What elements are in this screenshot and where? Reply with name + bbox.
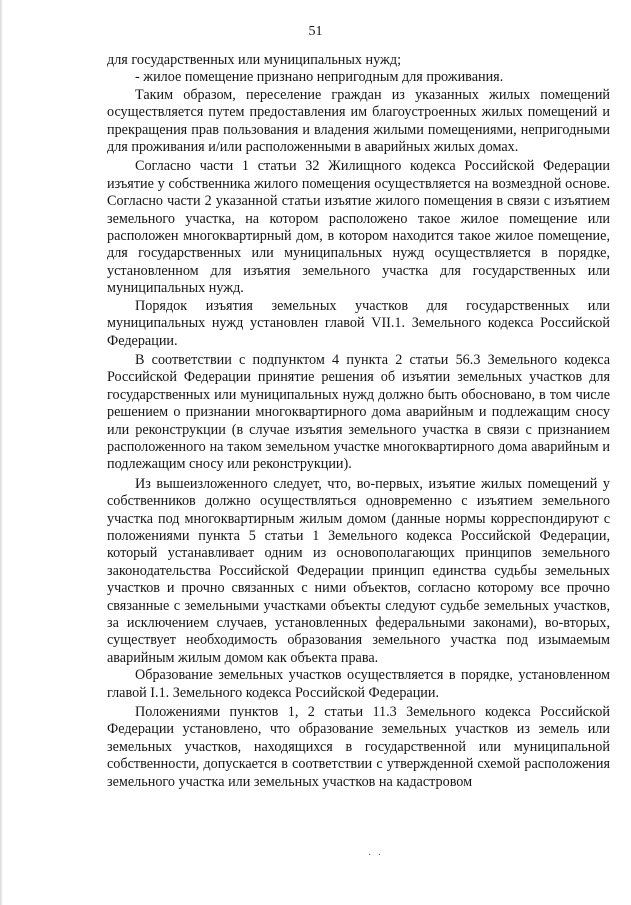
paragraph-2: - жилое помещение признано непригодным для проживания. — [135, 69, 504, 86]
page-number: 51 — [308, 24, 323, 39]
paragraph-4: Согласно части 1 статьи 32 Жилищного кодекса Российской Федерации изъятие у собственника жилого помещения осуществляется на возмездной основе. Согласно части 2 указанной статьи изъятие жилого помещения в связи с изъятием земельного участка, на котором расположено такое жилое помещение или расположен многоквартирный дом, в котором находится такое жилое помещение, для государственных или муниципальных нужд осуществляется в порядке, установленном для изъятия земельного участка для государственных или муниципальных нужд. — [107, 158, 610, 297]
scan-edge-shadow — [0, 0, 3, 905]
paragraph-6: В соответствии с подпунктом 4 пункта 2 статьи 56.3 Земельного кодекса Российской Федерации принятие решения об изъятии земельных участков для государственных или муниципальных нужд должно быть обосновано, в том числе решением о признании многоквартирного дома аварийным и подлежащим сносу или реконструкции (в случае изъятия земельного участка в связи с признанием расположенного на таком земельном участке многоквартирного дома аварийным и подлежащим сносу или реконструкции). — [107, 351, 610, 473]
paragraph-5: Порядок изъятия земельных участков для государственных или муниципальных нужд установлен главой VII.1. Земельного кодекса Российской Федерации. — [107, 297, 610, 349]
paragraph-3: Таким образом, переселение граждан из указанных жилых помещений осуществляется путем предоставления им благоустроенных жилых помещений и прекращения прав пользования и владения жилыми помещениями, непригодными для проживания и/или расположенными в аварийных жилых домах. — [107, 86, 610, 156]
paragraph-9: Положениями пунктов 1, 2 статьи 11.3 Земельного кодекса Российской Федерации установлено, что образование земельных участков из земель или земельных участков, находящихся в государственной или муниципальной собственности, допускается в соответствии с утвержденной схемой расположения земельного участка или земельных участков на кадастровом — [107, 704, 610, 790]
paragraph-8: Образование земельных участков осуществляется в порядке, установленном главой I.1. Земельного кодекса Российской Федерации. — [107, 667, 610, 701]
paragraph-7: Из вышеизложенного следует, что, во-первых, изъятие жилых помещений у собственников должно осуществляться одновременно с изъятием земельного участка под многоквартирным жилым домом (данные нормы корреспондируют с положениями пункта 5 статьи 1 Земельного кодекса Российской Федерации, который устанавливает одним из основополагающих принципов земельного законодательства Российской Федерации принцип единства судьбы земельных участков и прочно связанных с ними объектов, согласно которому все прочно связанные с земельными участками объекты следуют судьбе земельных участков, за исключением случаев, установленных федеральными законами), во-вторых, существует необходимость образования земельного участка под изымаемым аварийным жилым домом как объекта права. — [107, 475, 610, 666]
document-body — [107, 52, 610, 791]
scan-artifact-mark: · · — [368, 850, 384, 861]
paragraph-1: для государственных или муниципальных нужд; — [107, 52, 402, 68]
